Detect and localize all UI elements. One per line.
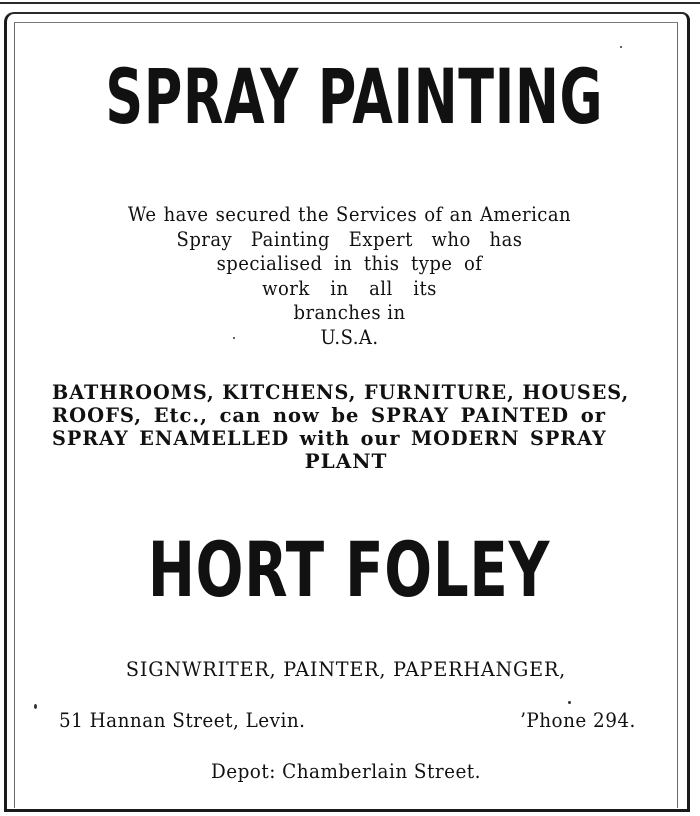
- print-speck: [233, 337, 235, 339]
- headline: SPRAY PAINTING: [105, 52, 604, 141]
- intro-line: specialised in this type of: [216, 251, 483, 275]
- top-rule: [0, 2, 700, 4]
- intro-line: U.S.A.: [320, 324, 379, 349]
- print-speck: [620, 46, 622, 48]
- trades-line: SIGNWRITER, PAINTER, PAPERHANGER,: [125, 657, 567, 681]
- brand-name: HORT FOLEY: [147, 525, 551, 614]
- services-line: BATHROOMS, KITCHENS, FURNITURE, HOUSES,: [52, 380, 630, 404]
- print-speck: [34, 704, 37, 709]
- intro-line: branches in: [293, 300, 406, 324]
- phone-number: ’Phone 294.: [520, 708, 636, 732]
- intro-line: work in all its: [262, 275, 437, 300]
- street-address: 51 Hannan Street, Levin.: [59, 708, 306, 732]
- services-line: SPRAY ENAMELLED with our MODERN SPRAY: [52, 426, 607, 450]
- intro-paragraph: [35, 202, 665, 349]
- print-speck: [568, 701, 571, 704]
- services-line: PLANT: [304, 449, 388, 473]
- depot-address: Depot: Chamberlain Street.: [211, 759, 481, 783]
- services-line: ROOFS, Etc., can now be SPRAY PAINTED or: [52, 403, 606, 427]
- intro-line: We have secured the Services of an American: [127, 202, 572, 226]
- intro-line: Spray Painting Expert who has: [176, 226, 523, 251]
